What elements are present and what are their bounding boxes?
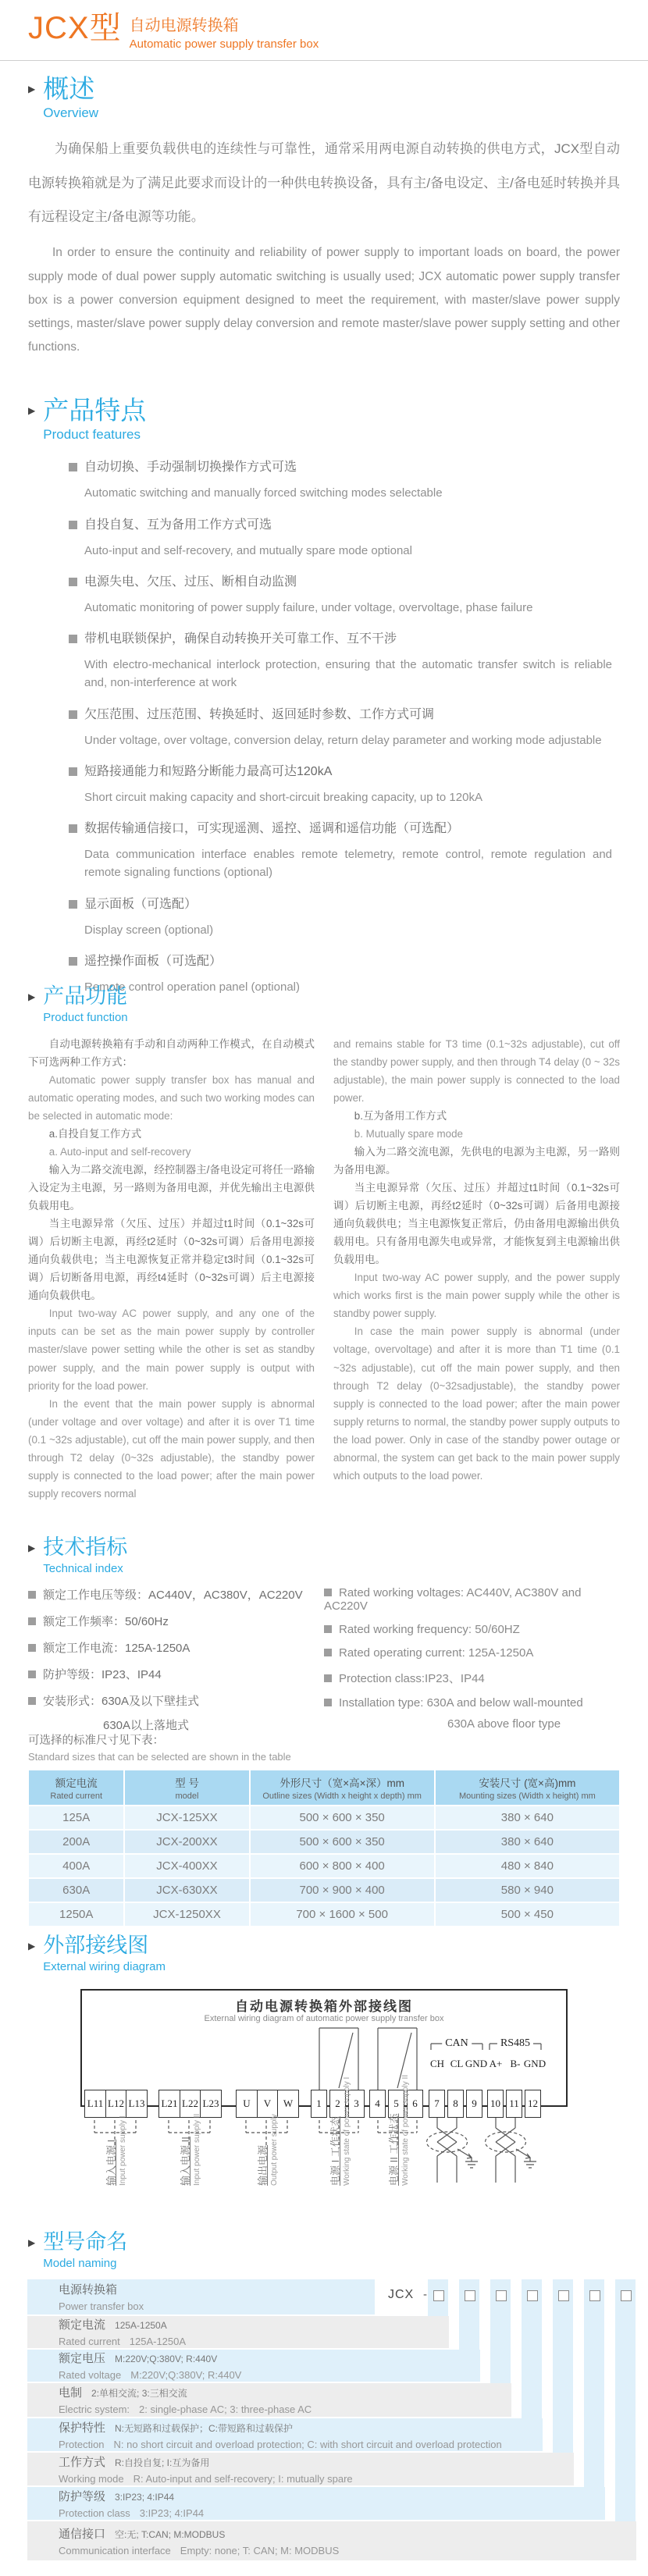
bullet-square-icon [69,578,77,586]
feature-text-cn: 遥控操作面板（可选配） [84,954,223,968]
tech-spec: 额定工作电压等级：AC440V，AC380V，AC220V [43,1588,303,1602]
terminal: L21 [158,2090,180,2118]
tech-heading-en: Technical index [43,1561,123,1575]
feature-text-en: With electro-mechanical interlock protection, ensuring that the automatic transfer switch is reliable and, non-interference at work [84,658,612,690]
pin-label-cl: CL [450,2057,464,2069]
function-paragraph: 自动电源转换箱有手动和自动两种工作模式，在自动模式下可选两种工作方式： [28,1037,315,1068]
feature-text-en: Display screen (optional) [84,923,214,937]
table-row [29,1903,619,1926]
table-row [29,1806,619,1829]
cell-rated-current: 200A [29,1831,123,1853]
tech-spec-continued: 630A above floor type [447,1717,561,1731]
wiring-box-title-cn: 自动电源转换箱外部接线图 [235,1998,413,2014]
function-column-left [28,1035,315,1503]
table-row [29,1855,619,1877]
bullet-square-icon [28,1591,36,1599]
section-arrow-icon: ▶ [28,1542,36,1553]
naming-row-rated-voltage: 额定电压 M:220V;Q:380V; R:440V Rated voltage M:220V;Q:380V; R:440V [27,2350,480,2382]
cell-rated-current: 400A [29,1855,123,1877]
section-arrow-icon: ▶ [28,2237,36,2248]
tech-heading-cn: 技术指标 [43,1535,128,1559]
terminal: 5 [388,2090,404,2118]
feature-item [69,894,620,939]
feature-item [69,761,620,806]
tech-list-en [324,1586,620,1743]
wiring-heading-cn: 外部接线图 [43,1934,149,1957]
section-function [0,985,648,1503]
col-header-en: model [175,1791,199,1801]
tech-spec: Installation type: 630A and below wall-mounted [339,1695,583,1710]
section-arrow-icon: ▶ [28,84,36,94]
bullet-square-icon [69,463,77,471]
feature-item [69,704,620,749]
function-paragraph: a.自投自复工作方式 [48,1127,142,1140]
naming-row-working-mode: 工作方式 R:自投自复; I:互为备用 Working mode R: Auto-input and self-recovery; I: mutually spare [27,2453,574,2485]
feature-text-en: Short circuit making capacity and short-circuit breaking capacity, up to 120kA [84,790,482,804]
table-row [29,1831,619,1853]
model-separator: - [423,2287,427,2301]
section-overview [0,75,648,359]
terminal: L13 [126,2090,148,2118]
cell-model: JCX-400XX [125,1855,248,1877]
naming-row-rated-current: 额定电流 125A-1250A Rated current 125A-1250A [27,2316,449,2348]
sizes-intro-en: Standard sizes that can be selected are shown in the table [28,1751,291,1763]
feature-text-cn: 欠压范围、过压范围、转换延时、返回延时参数、工作方式可调 [84,707,435,721]
feature-item [69,571,620,617]
cell-model: JCX-200XX [125,1831,248,1853]
bullet-square-icon [28,1617,36,1625]
bullet-square-icon [69,521,77,529]
col-header-cn: 型 号 [175,1777,199,1789]
ladder-strip [615,2279,636,2521]
function-paragraph: Automatic power supply transfer box has manual and automatic operating modes, and such two working modes can be selected in automatic mode: [28,1073,315,1122]
product-title-cn: 自动电源转换箱 [129,17,239,34]
features-heading-en: Product features [43,427,141,443]
wire-label-state1: 电源 I 工作状态 Working state of power supply I [329,2076,351,2186]
terminal: 7 [429,2090,445,2118]
feature-text-cn: 自动切换、手动强制切换操作方式可选 [84,461,297,475]
cell-mounting-size: 500 × 450 [436,1903,619,1926]
col-header-cn: 安装尺寸 (宽×高)mm [479,1777,576,1789]
feature-text-en: Automatic switching and manually forced switching modes selectable [84,486,443,500]
cell-outline-size: 600 × 800 × 400 [251,1855,434,1877]
function-paragraph: a. Auto-input and self-recovery [48,1145,191,1158]
feature-text-en: Automatic monitoring of power supply failure, under voltage, overvoltage, phase failure [84,600,533,614]
pin-label-gnd: GND [523,2057,547,2069]
bullet-square-icon [69,767,77,776]
bullet-square-icon [69,710,77,719]
function-paragraph: 输入为二路交流电源，先供电的电源为主电源，另一路则为备用电源。 [333,1145,620,1176]
terminal: L11 [84,2090,106,2118]
bullet-square-icon [69,824,77,833]
cell-model: JCX-630XX [125,1879,248,1902]
page-header [0,11,648,51]
naming-heading-en: Model naming [43,2256,117,2270]
cell-rated-current: 125A [29,1806,123,1829]
overview-paragraph-en: In order to ensure the continuity and reliability of power supply to important loads on board, the power supply mode of dual power supply automatic switching is usually used; JCX automatic power supply transfer box is a power conversion equipment designed to meet the requirement, with master/slave power supply settings, master/slave power supply delay conversion and remote master/slave power supply setting and other functions. [28,246,620,354]
tech-spec: Rated operating current: 125A-1250A [339,1646,534,1660]
table-row [29,1879,619,1902]
bullet-square-icon [324,1699,332,1706]
ladder-strip [553,2279,573,2453]
table-header-row [29,1770,619,1805]
terminal: 2 [329,2090,346,2118]
wiring-heading-en: External wiring diagram [43,1959,166,1973]
tech-spec: 防护等级：IP23、IP44 [43,1667,162,1681]
function-paragraph: Input two-way AC power supply, and any one of the inputs can be set as the main power supply by controller master/slave power setting while the other is set as standby power supply, and the main power supply is output with priority for the load power. [28,1308,315,1392]
function-paragraph: 当主电源异常（欠压、过压）并超过t1时间（0.1~32s可调）后切断主电源，再经t2延时（0~32s可调）后备用电源接通向负载供电；当主电源恢复正常并稳定t3时间（0.1~32s可调）后切断备用电源，再经t4延时（0~32s可调）后主电源接通向负载供电。 [28,1218,315,1302]
feature-text-en: Remote control operation panel (optional) [84,980,300,994]
col-header-cn: 额定电流 [55,1777,98,1789]
pin-label-b-minus: B- [510,2057,521,2069]
terminal: 1 [311,2090,327,2118]
terminal-group-can [429,2090,485,2118]
col-header-en: Rated current [50,1791,103,1801]
function-heading-cn: 产品功能 [43,984,128,1008]
feature-item [69,457,620,502]
cell-mounting-size: 380 × 640 [436,1806,619,1829]
terminal: U [236,2090,258,2118]
tech-spec: 安装形式：630A及以下壁挂式 [43,1694,200,1708]
feature-text-en: Data communication interface enables remote telemetry, remote control, remote regulation and remote signaling functions (optional) [84,848,612,880]
col-header-cn: 外形尺寸（宽×高×深）mm [279,1777,405,1789]
section-arrow-icon: ▶ [28,405,36,416]
pin-label-a-plus: A+ [489,2057,503,2069]
naming-row-protection-class: 防护等级 3:IP23; 4:IP44 Protection class 3:IP23; 4:IP44 [27,2487,605,2520]
terminal: V [257,2090,279,2118]
section-standard-sizes [0,1731,648,1927]
rs485-bus-label: RS485 [497,2037,533,2050]
col-header-en: Outline sizes (Width x height x depth) mm [262,1791,422,1801]
terminal: 3 [348,2090,365,2118]
model-digit-box [465,2290,475,2301]
feature-item [69,818,620,882]
tech-spec: 额定工作频率：50/60Hz [43,1614,169,1628]
wiring-box-title-en: External wiring diagram of automatic power supply transfer box [204,2013,444,2023]
function-paragraph: In the event that the main power supply is abnormal (under voltage and over voltage) and after it is over T1 time (0.1 ~32s adjustable), cut off the main power supply, and then through T2 delay (0~32s adjustable), the standby power supply is connected to the load power; after the main power supply recovers normal [28,1397,315,1500]
bullet-square-icon [324,1589,332,1596]
naming-row-product: 电源转换箱 Power transfer box [27,2279,375,2314]
cell-outline-size: 500 × 600 × 350 [251,1831,434,1853]
bullet-square-icon [28,1697,36,1705]
terminal-group-rs485 [487,2090,543,2118]
naming-row-protection: 保护特性 N:无短路和过载保护；C:带短路和过载保护 Protection N: no short circuit and overload protection; C: with short circuit and overload protection [27,2418,543,2451]
pin-label-gnd: GND [465,2057,488,2069]
wire-label-input1: 输入电源 I Input power supply I [105,2115,127,2186]
model-digit-box [558,2290,569,2301]
cell-mounting-size: 380 × 640 [436,1831,619,1853]
bullet-square-icon [324,1674,332,1682]
tech-spec: 额定工作电流：125A-1250A [43,1641,190,1655]
feature-text-cn: 短路接通能力和短路分断能力最高可达120kA [84,764,333,778]
feature-text-cn: 显示面板（可选配） [84,897,198,911]
cell-rated-current: 630A [29,1879,123,1902]
function-paragraph: In case the main power supply is abnormal (under voltage, overvoltage) and after it is more than T1 time (0.1 ~32s adjustable), cut off the main power supply, and then through T2 delay (0~32sadjustable), the standby power supply is connected to the load power; after the main power supply returns to normal, the standby power supply outputs to the load power. Only in case of the standby power outage or abnormal, the system can get back to the main power supply which outputs to the load power. [333,1325,620,1482]
cell-model: JCX-1250XX [125,1903,248,1926]
tech-spec: Protection class:IP23、IP44 [339,1671,485,1685]
wiring-diagram [0,1989,648,2200]
feature-item [69,514,620,560]
bullet-square-icon [324,1625,332,1633]
section-arrow-icon: ▶ [28,1941,36,1952]
cell-outline-size: 700 × 900 × 400 [251,1879,434,1902]
bullet-square-icon [69,957,77,966]
function-column-right [333,1035,620,1503]
feature-text-cn: 自投自复、互为备用工作方式可选 [84,518,272,532]
terminal: 4 [369,2090,386,2118]
section-model-naming [0,2231,648,2576]
terminal: W [277,2090,299,2118]
terminal: 12 [525,2090,541,2118]
can-bus-label: CAN [442,2037,472,2050]
bullet-square-icon [28,1670,36,1678]
terminal: 11 [506,2090,522,2118]
terminal: L22 [180,2090,201,2118]
feature-text-en: Auto-input and self-recovery, and mutually spare mode optional [84,543,412,557]
feature-text-en: Under voltage, over voltage, conversion delay, return delay parameter and working mode adjustable [84,733,602,747]
function-paragraph: and remains stable for T3 time (0.1~32s adjustable), cut off the standby power supply, and then through T4 delay (0 ~ 32s adjustable), the main power supply is connected to the load power. [333,1037,620,1104]
terminal: 10 [487,2090,504,2118]
tech-list-cn [28,1586,324,1743]
bullet-square-icon [28,1644,36,1652]
tech-spec: Rated working frequency: 50/60HZ [339,1622,520,1636]
model-naming-ladder [0,2278,648,2576]
bullet-square-icon [324,1649,332,1656]
wire-label-state2: 电源 II 工作状态 Working state of power supply II [388,2074,410,2186]
overview-heading-en: Overview [43,105,99,121]
tech-spec: Rated working voltages: AC440V, AC380V and AC220V [324,1585,582,1613]
naming-heading-cn: 型号命名 [43,2230,128,2254]
terminal: L12 [105,2090,127,2118]
function-paragraph: b. Mutually spare mode [354,1127,463,1140]
section-arrow-icon: ▶ [28,991,36,1002]
header-divider [0,60,648,61]
product-model-title: JCX型 [28,11,122,45]
cell-outline-size: 700 × 1600 × 500 [251,1903,434,1926]
cell-mounting-size: 480 × 840 [436,1855,619,1877]
function-paragraph: b.互为备用工作方式 [354,1109,447,1122]
function-paragraph: 当主电源异常（欠压、过压）并超过t1时间（0.1~32s可调）后切断主电源，再经t2延时（0~32s可调）后备用电源接通向负载供电；当主电源恢复正常后，仍由备用电源输出供负载用电。只有备用电源失电或异常，才能恢复到主电源输出供负载用电。 [333,1182,620,1266]
product-title-en: Automatic power supply transfer box [129,37,319,51]
terminal: 6 [407,2090,423,2118]
feature-text-cn: 带机电联锁保护，确保自动转换开关可靠工作、互不干涉 [84,632,397,646]
terminal: 9 [466,2090,482,2118]
wire-label-input2: 输入电源 II Input power supply II [180,2113,201,2186]
cell-mounting-size: 580 × 940 [436,1879,619,1902]
sizes-intro-cn: 可选择的标准尺寸见下表： [28,1735,164,1747]
overview-heading-cn: 概述 [43,74,95,103]
naming-row-communication: 通信接口 空:无; T:CAN; M:MODBUS Communication interface Empty: none; T: CAN; M: MODBUS [27,2521,636,2560]
model-digit-box [433,2290,444,2301]
wire-label-output: 输出电源 Output power supply [257,2113,279,2186]
section-features [0,397,648,1008]
function-paragraph: 输入为二路交流电源，经控制器主/备电设定可将任一路输入设定为主电源，另一路则为备用电源，并优先输出主电源供负载用电。 [28,1164,315,1212]
model-digit-box [621,2290,632,2301]
function-paragraph: Input two-way AC power supply, and the power supply which works first is the main power supply while the other is standby power supply. [333,1272,620,1320]
model-digit-box [496,2290,507,2301]
terminal: 8 [447,2090,464,2118]
model-prefix: JCX [388,2287,415,2301]
feature-text-cn: 电源失电、欠压、过压、断相自动监测 [84,575,297,589]
cell-model: JCX-125XX [125,1806,248,1829]
function-heading-en: Product function [43,1010,128,1024]
naming-row-electric-system: 电制 2:单相交流; 3:三相交流 Electric system: 2: single-phase AC; 3: three-phase AC [27,2383,511,2417]
tech-spec-continued: 630A以上落地式 [103,1718,190,1732]
sizes-table [27,1769,621,1927]
cell-outline-size: 500 × 600 × 350 [251,1806,434,1829]
section-technical-index [0,1536,648,1743]
col-header-en: Mounting sizes (Width x height) mm [458,1791,596,1801]
feature-item [69,628,620,692]
model-digit-box [527,2290,538,2301]
model-digit-box [589,2290,600,2301]
ladder-strip [584,2279,604,2487]
bullet-square-icon [69,900,77,909]
cell-rated-current: 1250A [29,1903,123,1926]
features-heading-cn: 产品特点 [43,396,147,425]
pin-label-ch: CH [429,2057,445,2069]
overview-paragraph-cn: 为确保船上重要负载供电的连续性与可靠性，通常采用两电源自动转换的供电方式，JCX型自动电源转换箱就是为了满足此要求而设计的一种供电转换设备，具有主/备电设定、主/备电延时转换并具有远程设定主/备电源等功能。 [28,141,620,224]
bullet-square-icon [69,635,77,643]
section-wiring-diagram [0,1934,648,2200]
feature-text-cn: 数据传输通信接口，可实现遥测、遥控、遥调和遥信功能（可选配） [84,822,460,836]
terminal: L23 [200,2090,222,2118]
